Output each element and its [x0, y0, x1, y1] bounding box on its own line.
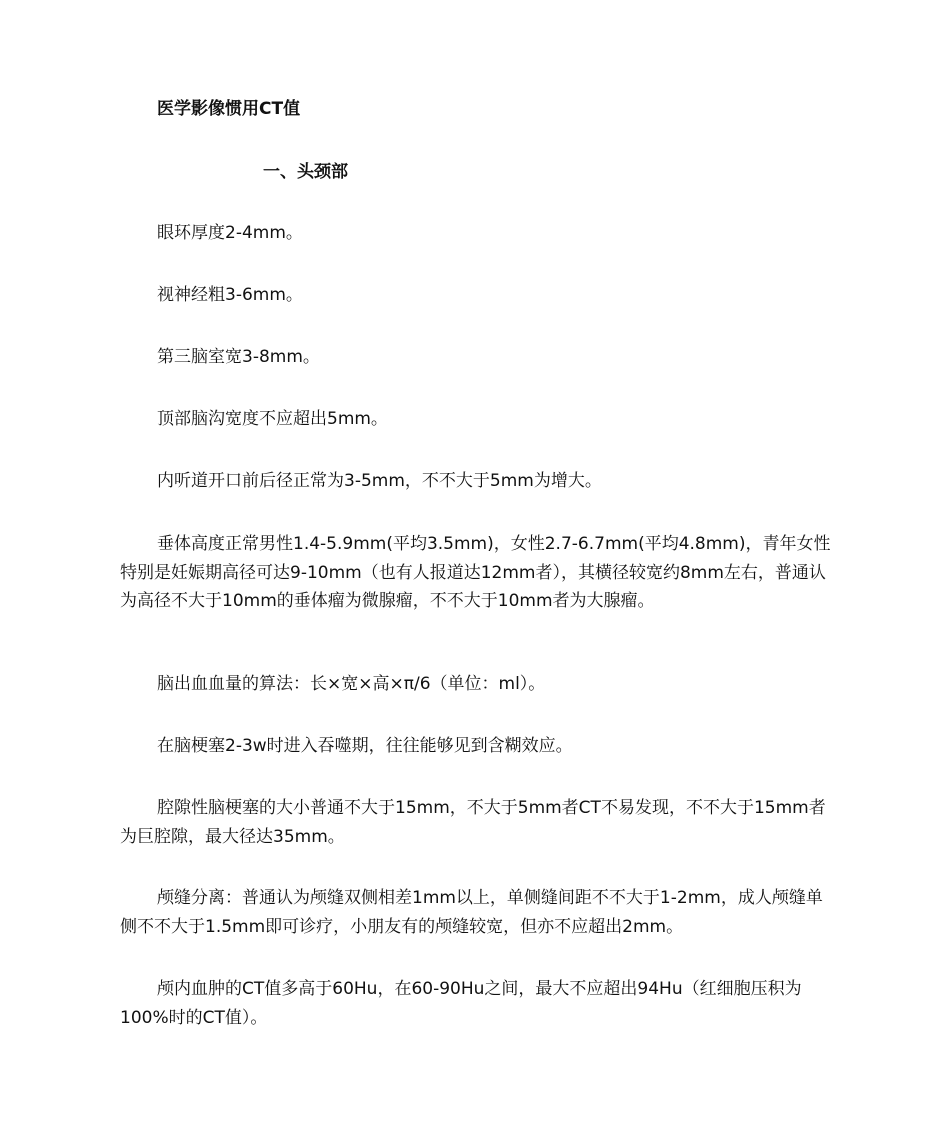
paragraph-eye-ring: 眼环厚度2-4mm。 [157, 223, 303, 243]
paragraph-infarction-phase: 在脑梗塞2-3w时进入吞噬期，往往能够见到含糊效应。 [157, 736, 573, 756]
paragraph-pituitary: 垂体高度正常男性1.4-5.9mm(平均3.5mm)，女性2.7-6.7mm(平均4.8mm)，青年女性特别是妊娠期高径可达9-10mm（也有人报道达12mm者），其横径较宽约8mm左右，普通认为高径不大于10mm的垂体瘤为微腺瘤，不不大于10mm者为大腺瘤。 [120, 534, 831, 611]
paragraph-sulcus-width: 顶部脑沟宽度不应超出5mm。 [157, 409, 388, 429]
paragraph-hematoma-ct: 颅内血肿的CT值多高于60Hu，在60-90Hu之间，最大不应超出94Hu（红细胞压积为100%时的CT值）。 [120, 979, 802, 1028]
paragraph-third-ventricle: 第三脑室宽3-8mm。 [157, 347, 320, 367]
section-heading: 一、头颈部 [263, 162, 348, 182]
paragraph-suture-separation: 颅缝分离：普通认为颅缝双侧相差1mm以上，单侧缝间距不不大于1-2mm，成人颅缝单侧不不大于1.5mm即可诊疗，小朋友有的颅缝较宽，但亦不应超出2mm。 [120, 888, 823, 937]
paragraph-hemorrhage-volume: 脑出血血量的算法：长×宽×高×π/6（单位：ml）。 [157, 674, 546, 694]
paragraph-optic-nerve: 视神经粗3-6mm。 [157, 285, 303, 305]
document-title: 医学影像惯用CT值 [157, 99, 301, 119]
paragraph-lacunar-infarction: 腔隙性脑梗塞的大小普通不大于15mm，不大于5mm者CT不易发现，不不大于15mm者为巨腔隙，最大径达35mm。 [120, 798, 826, 847]
paragraph-internal-auditory-canal: 内听道开口前后径正常为3-5mm，不不大于5mm为增大。 [157, 471, 602, 491]
